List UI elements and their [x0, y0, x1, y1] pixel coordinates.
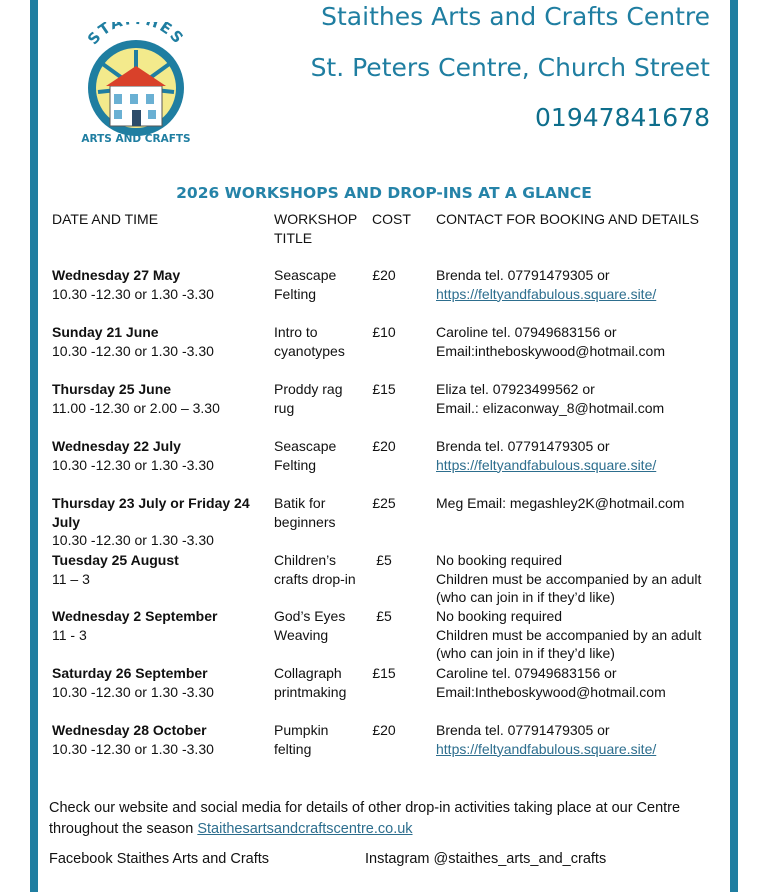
column-header-title: WORKSHOP TITLE [274, 211, 357, 246]
row-note: Children must be accompanied by an adult (who can join in if they’d like) [436, 570, 702, 605]
row-email: Email:intheboskywood@hotmail.com [436, 342, 665, 359]
footer-note-text: Check our website and social media for details of other drop-in activities taking place at our Centre throughout the season [49, 800, 681, 837]
centre-name: Staithes Arts and Crafts Centre [321, 2, 710, 31]
row-cost: £15 [372, 665, 396, 681]
row-date: Thursday 25 June [52, 381, 172, 397]
row-contact: Brenda tel. 07791479305 or [436, 438, 610, 454]
row-title: God’s Eyes Weaving [274, 608, 346, 643]
row-cost: £25 [372, 495, 396, 511]
row-contact: No booking required [436, 552, 563, 568]
footer-note [49, 798, 729, 840]
row-cost: £20 [372, 267, 396, 283]
row-title: Batik for beginners [274, 495, 336, 530]
row-title: Seascape Felting [274, 267, 337, 302]
row-time: 10.30 -12.30 or 1.30 -3.30 [52, 532, 214, 548]
row-date: Saturday 26 September [52, 665, 208, 681]
booking-link[interactable]: https://feltyandfabulous.square.site/ [436, 456, 657, 473]
row-note: Children must be accompanied by an adult (who can join in if they’d like) [436, 626, 702, 661]
booking-link[interactable]: https://feltyandfabulous.square.site/ [436, 740, 657, 757]
section-title: 2026 WORKSHOPS AND DROP-INS AT A GLANCE [176, 184, 592, 202]
column-header-date: DATE AND TIME [52, 211, 159, 227]
logo-bottom-text: ARTS AND CRAFTS [81, 133, 191, 145]
row-cost: £5 [376, 608, 392, 624]
row-time: 11 - 3 [52, 626, 87, 643]
column-header-cost: COST [372, 211, 411, 227]
row-title: Intro to cyanotypes [274, 324, 345, 359]
centre-address: St. Peters Centre, Church Street [310, 53, 710, 82]
centre-phone: 01947841678 [535, 103, 710, 132]
booking-link[interactable]: https://feltyandfabulous.square.site/ [436, 285, 657, 302]
row-email: Email.: elizaconway_8@hotmail.com [436, 399, 665, 416]
row-contact: No booking required [436, 608, 563, 624]
row-cost: £5 [376, 552, 392, 568]
row-date: Wednesday 28 October [52, 722, 207, 738]
row-time: 11 – 3 [52, 570, 90, 587]
row-date: Wednesday 27 May [52, 267, 181, 283]
left-border [30, 0, 38, 892]
row-time: 10.30 -12.30 or 1.30 -3.30 [52, 740, 214, 757]
row-date: Thursday 23 July or Friday 24 July [52, 495, 250, 530]
row-contact: Brenda tel. 07791479305 or [436, 722, 610, 738]
row-contact: Caroline tel. 07949683156 or [436, 324, 617, 340]
row-time: 10.30 -12.30 or 1.30 -3.30 [52, 342, 214, 359]
row-title: Pumpkin felting [274, 722, 329, 757]
row-time: 10.30 -12.30 or 1.30 -3.30 [52, 456, 214, 473]
row-contact: Brenda tel. 07791479305 or [436, 267, 610, 283]
row-cost: £20 [372, 722, 396, 738]
row-time: 10.30 -12.30 or 1.30 -3.30 [52, 285, 214, 302]
row-cost: £15 [372, 381, 396, 397]
row-date: Sunday 21 June [52, 324, 159, 340]
row-time: 11.00 -12.30 or 2.00 – 3.30 [52, 399, 220, 416]
row-date: Wednesday 2 September [52, 608, 218, 624]
facebook-text: Facebook Staithes Arts and Crafts [49, 851, 270, 867]
row-contact: Meg Email: megashley2K@hotmail.com [436, 495, 685, 511]
row-title: Seascape Felting [274, 438, 337, 473]
row-contact: Caroline tel. 07949683156 or [436, 665, 617, 681]
row-title: Collagraph printmaking [274, 665, 347, 700]
staithes-logo [72, 22, 200, 146]
row-email: Email:Intheboskywood@hotmail.com [436, 683, 666, 700]
row-contact: Eliza tel. 07923499562 or [436, 381, 595, 397]
row-cost: £20 [372, 438, 396, 454]
row-title: Children’s crafts drop-in [274, 552, 356, 587]
row-date: Tuesday 25 August [52, 552, 179, 568]
row-date: Wednesday 22 July [52, 438, 181, 454]
row-time: 10.30 -12.30 or 1.30 -3.30 [52, 683, 214, 700]
instagram-text: Instagram @staithes_arts_and_crafts [365, 851, 607, 867]
logo-arc-text: STA ES [83, 22, 189, 49]
column-header-contact: CONTACT FOR BOOKING AND DETAILS [436, 211, 699, 227]
website-link[interactable]: Staithesartsandcraftscentre.co.uk [197, 821, 413, 837]
row-cost: £10 [372, 324, 396, 340]
row-title: Proddy rag rug [274, 381, 343, 416]
